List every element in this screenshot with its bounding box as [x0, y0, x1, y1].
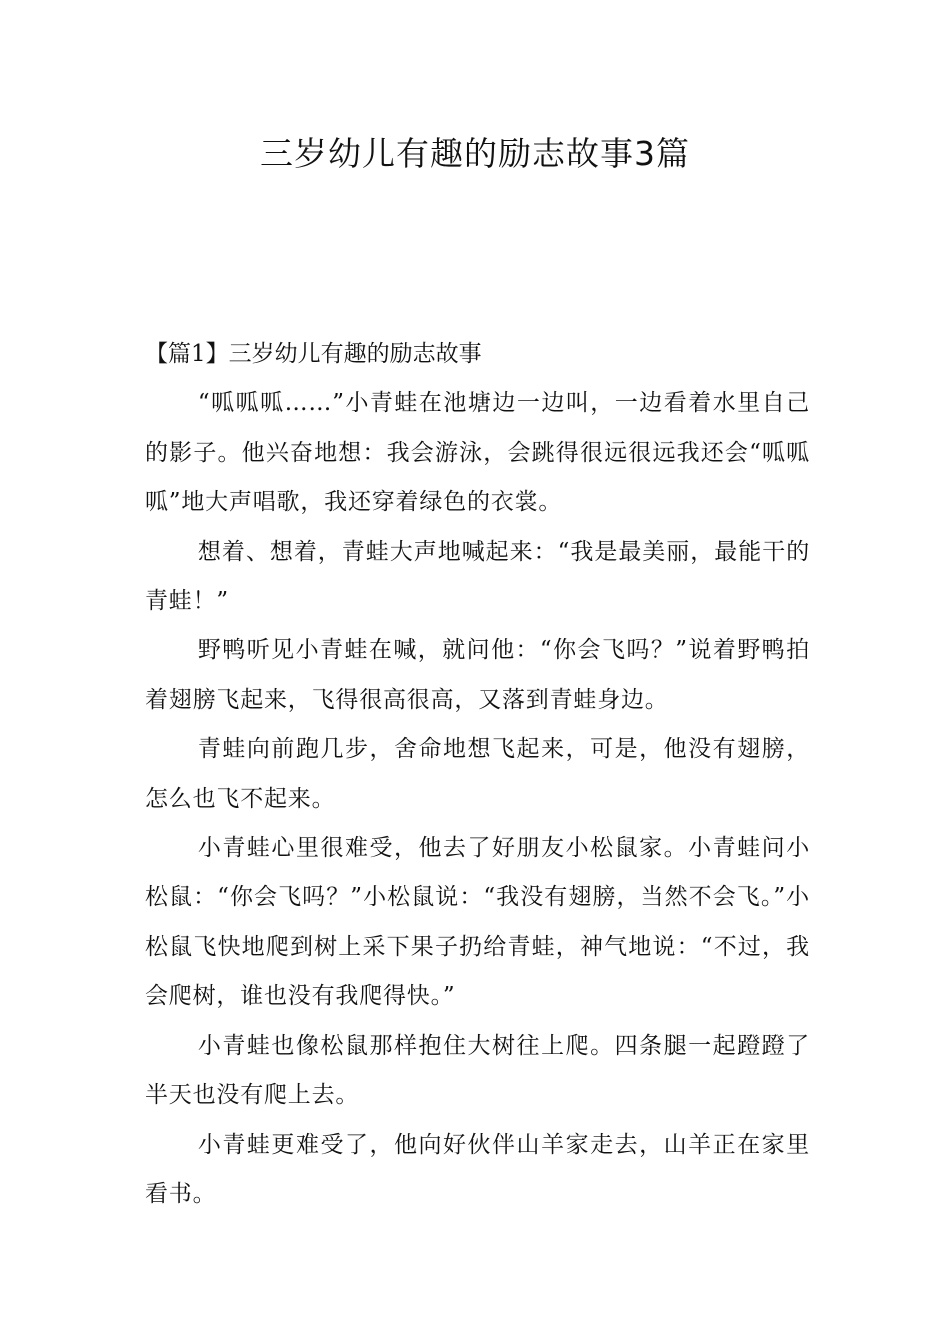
paragraph: 小青蛙更难受了，他向好伙伴山羊家走去，山羊正在家里看书。	[145, 1131, 810, 1207]
section-heading: 【篇1】三岁幼儿有趣的励志故事	[145, 341, 482, 367]
paragraph: 野鸭听见小青蛙在喊，就问他：“你会飞吗？”说着野鸭拍着翅膀飞起来，飞得很高很高，又落到青蛙身边。	[145, 637, 810, 713]
paragraph: 想着、想着，青蛙大声地喊起来：“我是最美丽，最能干的青蛙！”	[145, 538, 810, 615]
paragraph: 青蛙向前跑几步，舍命地想飞起来，可是，他没有翅膀，怎么也飞不起来。	[145, 736, 810, 812]
paragraph: “呱呱呱……”小青蛙在池塘边一边叫，一边看着水里自己的影子。他兴奋地想：我会游泳，会跳得很远很远我还会“呱呱呱”地大声唱歌，我还穿着绿色的衣裳。	[145, 390, 810, 516]
document-body	[145, 330, 810, 1219]
paragraph: 小青蛙心里很难受，他去了好朋友小松鼠家。小青蛙问小松鼠：“你会飞吗？”小松鼠说：“我没有翅膀，当然不会飞。”小松鼠飞快地爬到树上采下果子扔给青蛙，神气地说：“不过，我会爬树，谁也没有我爬得快。”	[145, 835, 810, 1010]
paragraph: 小青蛙也像松鼠那样抱住大树往上爬。四条腿一起蹬蹬了半天也没有爬上去。	[145, 1032, 810, 1109]
document-title: 三岁幼儿有趣的励志故事3篇	[260, 134, 690, 173]
